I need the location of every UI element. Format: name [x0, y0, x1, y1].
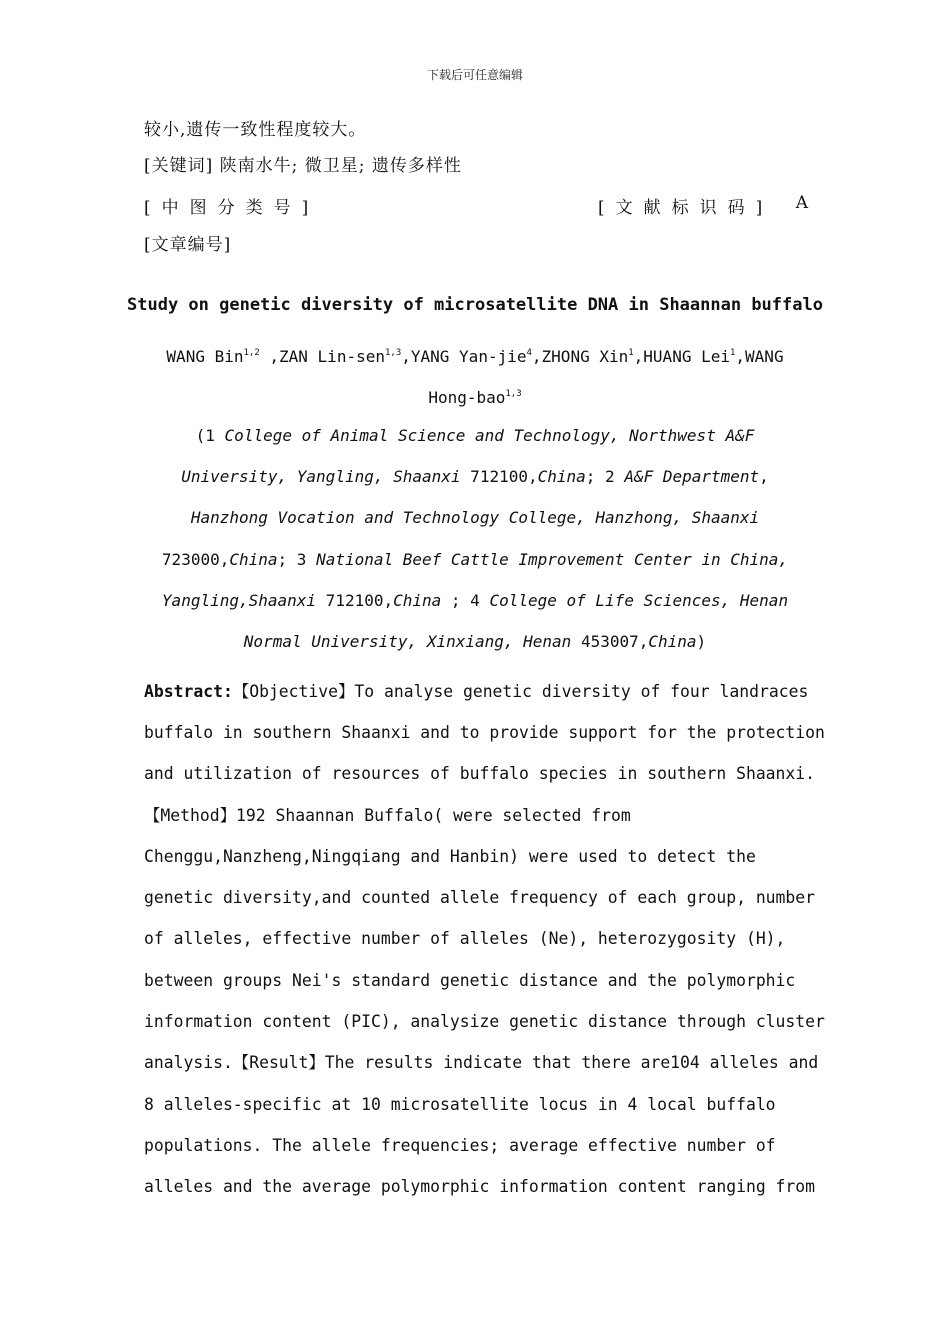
aff-text: (1 — [195, 426, 225, 445]
abstract-line-6: genetic diversity,and counted allele frequency of each group, number — [144, 888, 816, 907]
abstract-line-12: populations. The allele frequencies; average effective number of — [144, 1136, 776, 1155]
aff-text: A&F Department — [624, 467, 760, 486]
affiliation-line-4 — [140, 550, 810, 570]
doc-code-value: A — [795, 193, 808, 213]
author-wang-bin: WANG Bin — [166, 347, 244, 366]
aff-text: ) — [696, 632, 707, 651]
abstract-text: 【Objective】To analyse genetic diversity of four landraces — [232, 682, 809, 701]
aff-text: 723000, — [161, 550, 230, 569]
author-hong-bao: Hong-bao — [428, 388, 506, 407]
keywords-label: [关键词] — [144, 156, 214, 176]
abstract-line-7: of alleles, effective number of alleles (Ne), heterozygosity (H), — [144, 929, 786, 948]
aff-text: Yangling,Shaanxi — [161, 591, 317, 610]
author-yang-yan-jie: ,YANG Yan-jie — [401, 347, 527, 366]
aff-text: Normal University, Xinxiang, Henan — [243, 632, 572, 651]
doc-code-label: [文献标识码] — [598, 198, 774, 218]
clc-label: [中图分类号] — [144, 198, 320, 218]
header-note: 下载后可任意编辑 — [426, 68, 523, 82]
affiliation-line-5 — [140, 591, 810, 611]
abstract-line-5: Chenggu,Nanzheng,Ningqiang and Hanbin) were used to detect the — [144, 847, 756, 866]
aff-text: College of Animal Science and Technology, Northwest A&F — [224, 426, 755, 445]
aff-text: College of Life Sciences, Henan — [489, 591, 789, 610]
author-zhong-xin: ,ZHONG Xin — [531, 347, 629, 366]
aff-text: ; 2 — [585, 467, 625, 486]
author-sup: 1,3 — [384, 348, 402, 358]
keywords-text: 陕南水牛; 微卫星; 遗传多样性 — [219, 156, 462, 176]
aff-text: China — [648, 632, 697, 651]
aff-text: National Beef Cattle Improvement Center in China, — [316, 550, 789, 569]
aff-text: China — [229, 550, 278, 569]
cn-abstract-tail: 较小,遗传一致性程度较大。 — [144, 120, 367, 140]
aff-text: , — [759, 467, 769, 486]
abstract-line-8: between groups Nei's standard genetic distance and the polymorphic — [144, 971, 796, 990]
authors-line-2 — [140, 388, 810, 408]
author-wang-prefix: ,WANG — [735, 347, 784, 366]
author-sup: 1,3 — [505, 389, 522, 399]
abstract-line-9: information content (PIC), analysize genetic distance through cluster — [144, 1012, 825, 1031]
aff-text: China — [537, 467, 586, 486]
affiliation-line-6 — [140, 632, 810, 652]
aff-text: 453007, — [571, 632, 649, 651]
aff-text: ; 4 — [441, 591, 490, 610]
aff-text: University, Yangling, Shaanxi — [181, 467, 461, 486]
author-sup: 1,2 — [243, 348, 260, 358]
aff-text: ; 3 — [277, 550, 317, 569]
abstract-line-2: buffalo in southern Shaanxi and to provide support for the protection — [144, 723, 825, 742]
article-no-label: [文章编号] — [144, 235, 232, 255]
abstract-label: Abstract: — [144, 682, 233, 701]
affiliation-line-3 — [140, 508, 810, 528]
author-sup: 1 — [729, 348, 736, 358]
author-sup: 1 — [628, 348, 634, 358]
aff-text: China — [393, 591, 442, 610]
abstract-line-13: alleles and the average polymorphic information content ranging from — [144, 1177, 816, 1196]
aff-text: 712100, — [460, 467, 538, 486]
english-title: Study on genetic diversity of microsatellite DNA in Shaannan buffalo — [127, 295, 823, 315]
authors-line-1 — [140, 347, 810, 367]
author-zan-lin-sen: ,ZAN Lin-sen — [259, 347, 385, 366]
abstract-line-10: analysis.【Result】The results indicate that there are104 alleles and — [144, 1053, 819, 1072]
affiliation-line-1 — [140, 426, 810, 446]
author-sup: 4 — [526, 348, 532, 358]
abstract-line-11: 8 alleles-specific at 10 microsatellite locus in 4 local buffalo — [144, 1095, 776, 1114]
abstract-line-3: and utilization of resources of buffalo species in southern Shaanxi. — [144, 764, 816, 783]
affiliation-line-2 — [140, 467, 810, 487]
abstract-line-4: 【Method】192 Shaannan Buffalo( were selected from — [144, 806, 631, 825]
aff-text: 712100, — [316, 591, 394, 610]
aff-text: Hanzhong Vocation and Technology College, Hanzhong, Shaanxi — [190, 508, 760, 527]
keywords-line — [144, 156, 462, 176]
abstract-line-1 — [144, 682, 808, 702]
author-huang-lei: ,HUANG Lei — [633, 347, 730, 366]
